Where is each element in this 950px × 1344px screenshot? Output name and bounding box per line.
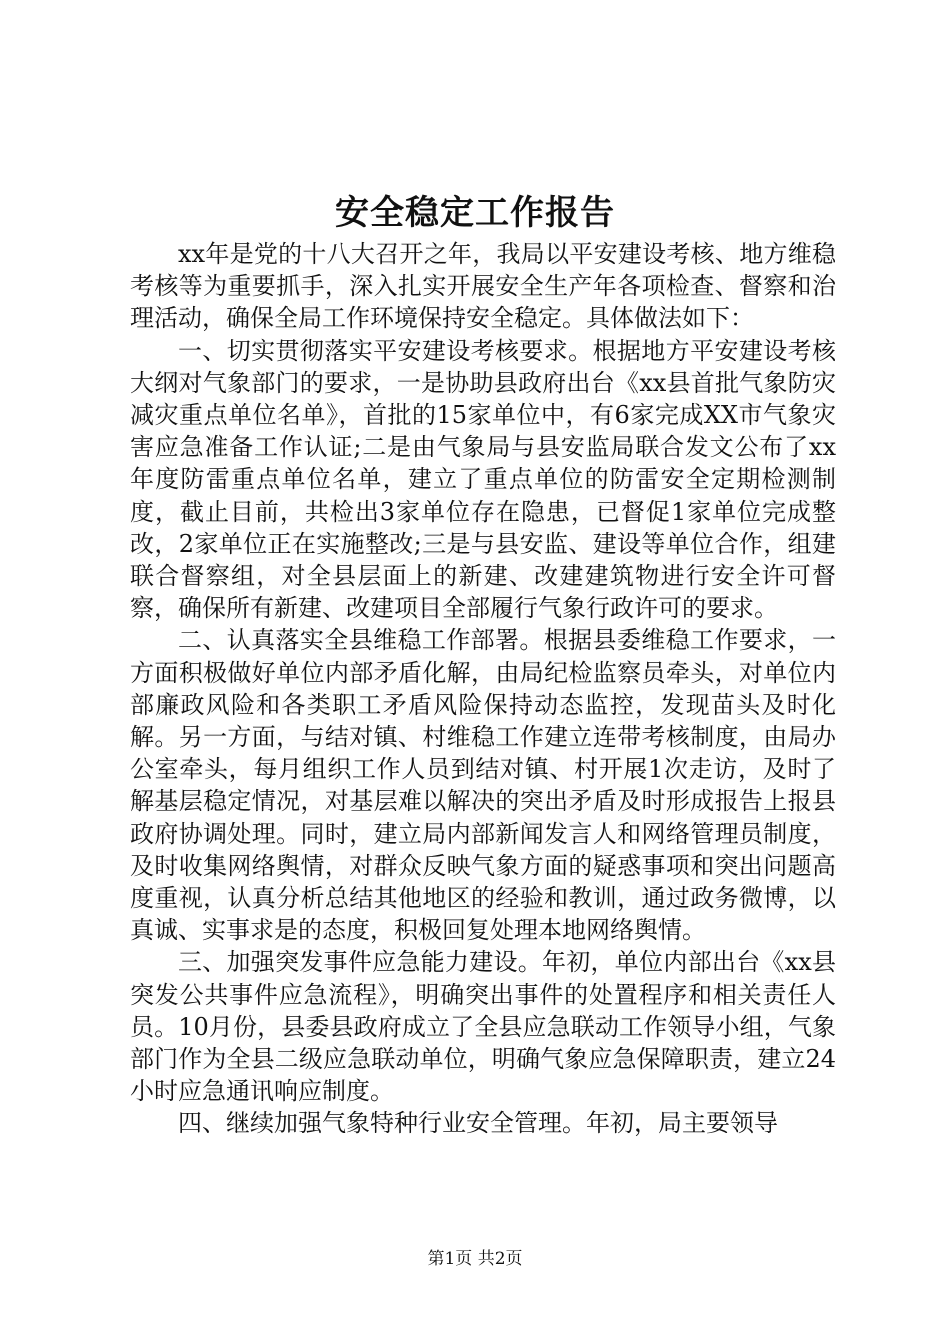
- paragraph-section-3: 三、加强突发事件应急能力建设。年初，单位内部出台《xx县突发公共事件应急流程》，明确突出事件的处置程序和相关责任人员。10月份，县委县政府成立了全县应急联动工作领导小组，气象部门作为全县二级应急联动单位，明确气象应急保障职责，建立24小时应急通讯响应制度。: [130, 948, 836, 1106]
- document-body: [130, 238, 836, 1140]
- paragraph-section-1: 一、切实贯彻落实平安建设考核要求。根据地方平安建设考核大纲对气象部门的要求，一是协助县政府出台《xx县首批气象防灾减灾重点单位名单》，首批的15家单位中，有6家完成XX市气象灾害应急准备工作认证;二是由气象局与县安监局联合发文公布了xx年度防雷重点单位名单，建立了重点单位的防雷安全定期检测制度，截止目前，共检出3家单位存在隐患，已督促1家单位完成整改，2家单位正在实施整改;三是与县安监、建设等单位合作，组建联合督察组，对全县层面上的新建、改建建筑物进行安全许可督察，确保所有新建、改建项目全部履行气象行政许可的要求。: [130, 336, 836, 623]
- paragraph-section-4: 四、继续加强气象特种行业安全管理。年初，局主要领导: [178, 1109, 778, 1138]
- paragraph-intro: xx年是党的十八大召开之年，我局以平安建设考核、地方维稳考核等为重要抓手，深入扎实开展安全生产年各项检查、督察和治理活动，确保全局工作环境保持安全稳定。具体做法如下：: [130, 240, 836, 333]
- page-footer: 第1页 共2页: [427, 1249, 523, 1269]
- paragraph-section-2: 二、认真落实全县维稳工作部署。根据县委维稳工作要求，一方面积极做好单位内部矛盾化解，由局纪检监察员牵头，对单位内部廉政风险和各类职工矛盾风险保持动态监控，发现苗头及时化解。另一方面，与结对镇、村维稳工作建立连带考核制度，由局办公室牵头，每月组织工作人员到结对镇、村开展1次走访，及时了解基层稳定情况，对基层难以解决的突出矛盾及时形成报告上报县政府协调处理。同时，建立局内部新闻发言人和网络管理员制度，及时收集网络舆情，对群众反映气象方面的疑惑事项和突出问题高度重视，认真分析总结其他地区的经验和教训，通过政务微博，以真诚、实事求是的态度，积极回复处理本地网络舆情。: [130, 626, 836, 945]
- document-title: 安全稳定工作报告: [335, 193, 615, 233]
